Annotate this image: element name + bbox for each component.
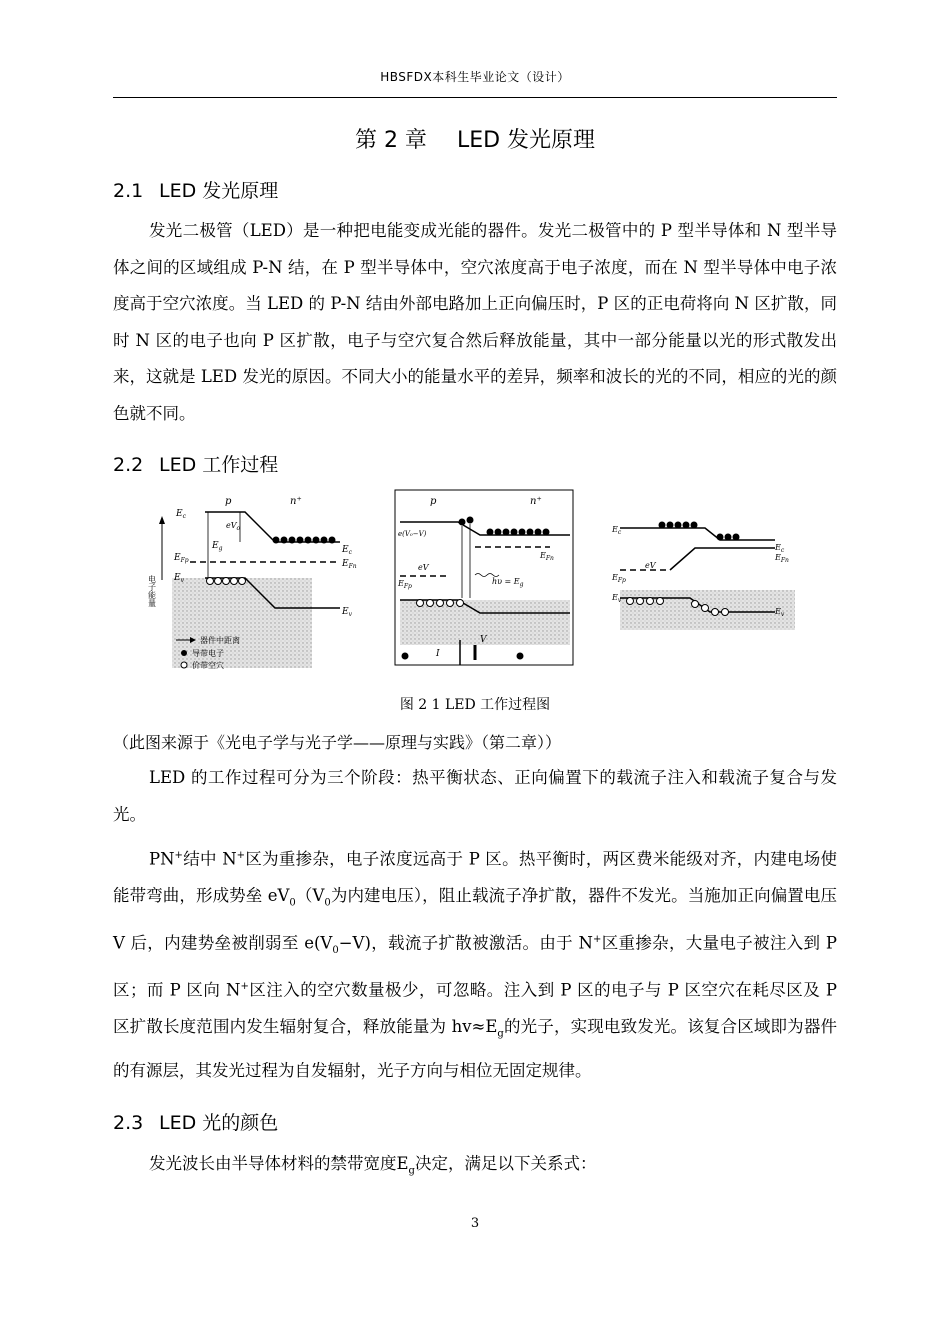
label-ev-3: $E_v$ [612,593,622,604]
paragraph-led-principle: 发光二极管（LED）是一种把电能变成光能的器件。发光二极管中的 P 型半导体和 N 型半导体之间的区域组成 P-N 结，在 P 型半导体中，空穴浓度高于电子浓度，而在 N 型半导体中电子浓度高于空穴浓度。当 LED 的 P-N 结由外部电路加上正向偏压时，P 区的正电荷将向 N 区扩散，同时 N 区的电子也向 P 区扩散，电子与空穴复合然后释放能量，其中一部分能量以光的形式散发出来，这就是 LED 发光的原因。不同大小的能量水平的差异，频率和波长的光的不同，相应的光的颜色就不同。 [113,221,837,423]
label-efn-2: $E_{Fn}$ [540,551,554,562]
label-ec-right: $E_c$ [342,545,352,556]
label-evdiff: e(V₀−V) [398,530,427,538]
label-current: I [436,649,440,659]
label-ev: $E_v$ [174,573,184,584]
chapter-name: LED 发光原理 [456,128,596,153]
hole-row [207,578,246,585]
section-number: 2.3 [113,1112,144,1134]
legend-electron: 导带电子 [192,649,224,658]
label-ec: $E_c$ [176,509,186,520]
legend-hole-dot [181,662,187,668]
label-ev-3r: $E_v$ [775,607,785,618]
legend-hole: 价带空穴 [192,661,224,670]
header-rule [113,97,837,98]
figure-caption: 图 2 1 LED 工作过程图 [399,697,551,713]
section-number: 2.2 [113,454,144,476]
label-efp-2: $E_{Fp}$ [398,579,412,590]
paragraph-working-stages: LED 的工作过程可分为三个阶段：热平衡状态、正向偏置下的载流子注入和载流子复合与发光。 [113,768,837,824]
chapter-title [0,123,950,154]
band-diagram-svg [147,490,800,680]
electron-row-2 [459,517,550,536]
label-p: p [225,496,232,507]
label-hv: $h\upsilon = E_g$ [492,577,524,588]
label-ev-right: $E_v$ [342,607,352,618]
paragraph-led-color: 发光波长由半导体材料的禁带宽度$E_g$决定，满足以下关系式： [149,1154,597,1177]
circuit-electron-right [517,653,524,660]
section-title: LED 工作过程 [159,454,279,476]
label-efn: $E_{Fn}$ [342,559,357,570]
conduction-band-3 [620,528,775,540]
label-p-2: p [430,496,437,507]
distance-label: 器件中距离 [200,636,240,645]
section-title: LED 发光原理 [159,180,279,202]
panel-equilibrium [148,496,357,670]
yaxis-label: 电子能量 [147,575,157,607]
paragraph-working-process: PN+结中 N+区为重掺杂，电子浓度远高于 P 区。热平衡时，两区费米能级对齐，内建电场使能带弯曲，形成势垒 $eV_0(V_0$为内建电压），阻止载流子净扩散，器件不发光。当施加正向偏置电压 V 后，内建势垒被削弱至 $e(V_0-V)$，载流子扩散被激活。由于 N+区重掺杂，大量电子被注入到 P 区；而 P 区向 N+区注入的空穴数量极少，可忽略。注入到 P 区的电子与 P 区空穴在耗尽区及 P 区扩散长度范围内发生辐射复合，释放能量为 $hv\approx E_g$的光子，实现电致发光。该复合区域即为器件的有源层，其发光过程为自发辐射，光子方向与相位无固定规律。 [113,849,838,1080]
label-n-2: n⁺ [530,496,542,507]
circuit-electron-left [402,653,409,660]
label-ev-small: eV [418,563,429,572]
label-voltage: V [480,635,487,645]
label-efp: $E_{Fp}$ [174,553,189,564]
label-ev0: $eV_o$ [226,521,241,532]
led-process-figure [147,490,800,680]
legend-electron-dot [181,650,187,656]
electron-row-3 [659,522,740,541]
running-header: HBSFDX本科生毕业论文（设计） [380,70,570,84]
section-heading-2-1 [113,176,278,203]
panel-forward-bias [395,490,573,665]
panel-recombination [611,522,795,631]
figure-source: （此图来源于《光电子学与光子学——原理与实践》（第二章）） [113,733,562,752]
label-efn-3: $E_{Fn}$ [775,553,789,564]
valence-fill-n [245,608,312,668]
label-n: n⁺ [290,496,302,507]
label-ec-3r: $E_c$ [775,543,785,554]
efn-3 [670,548,775,570]
section-title: LED 光的颜色 [159,1112,279,1134]
label-efp-3: $E_{Fp}$ [612,573,626,584]
chapter-number: 第 2 章 [354,128,427,153]
label-eg: $E_g$ [212,541,223,552]
label-ev-3-small: eV [645,561,656,570]
section-heading-2-3 [113,1108,278,1135]
page-number: 3 [470,1216,480,1231]
label-ec-3: $E_c$ [612,525,622,536]
section-number: 2.1 [113,180,144,202]
section-heading-2-2 [113,450,278,477]
